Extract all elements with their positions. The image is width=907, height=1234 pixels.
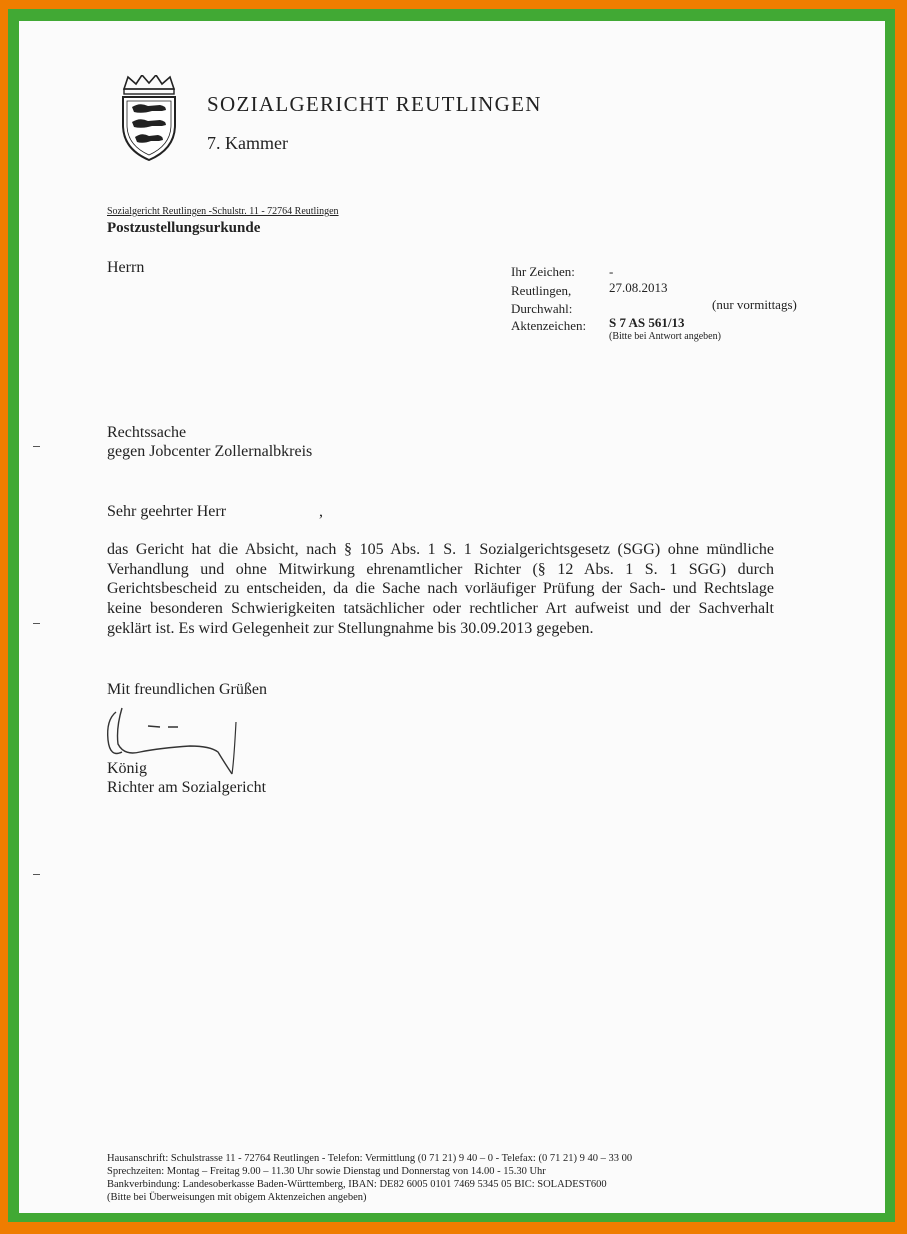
signatory-title: Richter am Sozialgericht: [107, 779, 267, 796]
court-name: SOZIALGERICHT REUTLINGEN: [207, 92, 542, 116]
sender-address-line: Sozialgericht Reutlingen -Schulstr. 11 - 72764 Reutlingen: [107, 206, 339, 217]
footer-office-hours: Sprechzeiten: Montag – Freitag 9.00 – 11.30 Uhr sowie Dienstag und Donnerstag von 14.00 - 15.30 Uhr: [107, 1166, 546, 1177]
letter-body: das Gericht hat die Absicht, nach § 105 Abs. 1 S. 1 Sozialgerichtsgesetz (SGG) ohne mündliche Verhandlung und ohne Mitwirkung ehrenamtlicher Richter (§ 12 Abs. 1 S. 1 SGG) durch Gerichtsbescheid zu entscheiden, da die Sache nach vorläufiger Prüfung der Sach- und Rechtslage keine besonderen Schwierigkeiten tatsächlicher oder rechtlicher Art aufweist und der Sachverhalt geklärt ist. Es wird Gelegenheit zur Stellungnahme bis 30.09.2013 gegeben.: [107, 541, 774, 637]
subject-line-2: gegen Jobcenter Zollernalbkreis: [107, 443, 313, 460]
signatory-name: König: [107, 760, 147, 777]
durchwahl-label: Durchwahl:: [511, 301, 573, 316]
salutation-comma: ,: [319, 503, 323, 520]
fold-mark: [33, 874, 40, 875]
ihr-zeichen-value: -: [609, 264, 614, 279]
aktenzeichen-value: S 7 AS 561/13: [609, 315, 685, 330]
footer-transfer-note: (Bitte bei Überweisungen mit obigem Aktenzeichen angeben): [107, 1192, 367, 1203]
document-type: Postzustellungsurkunde: [107, 220, 261, 236]
fold-mark: [33, 446, 40, 447]
ihr-zeichen-label: Ihr Zeichen:: [511, 264, 575, 279]
closing: Mit freundlichen Grüßen: [107, 681, 267, 698]
date-label: Reutlingen,: [511, 283, 572, 298]
salutation: Sehr geehrter Herr: [107, 503, 227, 520]
footer-address: Hausanschrift: Schulstrasse 11 - 72764 Reutlingen - Telefon: Vermittlung (0 71 21) 9 40 – 0 - Telefax: (0 71 21) 9 40 – 33 00: [107, 1153, 633, 1164]
subject-line-1: Rechtssache: [107, 424, 187, 441]
addressee: Herrn: [107, 259, 145, 276]
footer-bank-details: Bankverbindung: Landesoberkasse Baden-Württemberg, IBAN: DE82 6005 0101 7469 5345 05 BIC: SOLADEST600: [107, 1179, 607, 1190]
aktenzeichen-label: Aktenzeichen:: [511, 318, 587, 333]
date-value: 27.08.2013: [609, 280, 668, 295]
aktenzeichen-note: (Bitte bei Antwort angeben): [609, 331, 721, 342]
punch-mark: [33, 623, 40, 624]
coat-of-arms-icon: [118, 75, 180, 161]
chamber-name: 7. Kammer: [207, 133, 288, 153]
durchwahl-note: (nur vormittags): [712, 297, 797, 312]
